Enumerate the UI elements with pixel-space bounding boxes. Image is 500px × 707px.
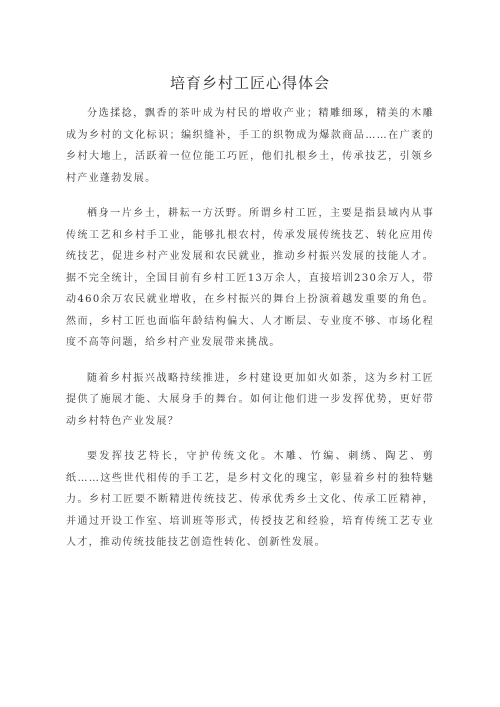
document-body: [66, 103, 434, 568]
paragraph-definition: 栖身一片乡土，耕耘一方沃野。所谓乡村工匠，主要是指县域内从事传统工艺和乡村手工业，能够扎根农村，传承发展传统技艺、转化应用传统技艺，促进乡村产业发展和农民就业，推动乡村振兴发展的技能人才。据不完全统计，全国目前有乡村工匠13万余人，直接培训230余万人，带动460余万农民就业增收，在乡村振兴的舞台上扮演着越发重要的角色。然而，乡村工匠也面临年龄结构偏大、人才断层、专业度不够、市场化程度不高等问题，给乡村产业发展带来挑战。: [66, 208, 434, 348]
paragraph-intro: 分选揉捻，飘香的茶叶成为村民的增收产业；精雕细琢，精美的木雕成为乡村的文化标识；编织缝补，手工的织物成为爆款商品……在广袤的乡村大地上，活跃着一位位能工巧匠，他们扎根乡土，传承技艺，引领乡村产业蓬勃发展。: [66, 108, 434, 184]
paragraph-opportunity: 随着乡村振兴战略持续推进，乡村建设更加如火如荼，这为乡村工匠提供了施展才能、大展身手的舞台。如何让他们进一步发挥优势，更好带动乡村特色产业发展？: [66, 372, 434, 427]
paragraph-tradition: 要发挥技艺特长，守护传统文化。木雕、竹编、刺绣、陶艺、剪纸……这些世代相传的手工艺，是乡村文化的瑰宝，彰显着乡村的独特魅力。乡村工匠要不断精进传统技艺、传承优秀乡土文化、传承工匠精神，并通过开设工作室、培训班等形式，传授技艺和经验，培育传统工艺专业人才，推动传统技能技艺创造性转化、创新性发展。: [66, 451, 434, 548]
document-title: 培育乡村工匠心得体会: [169, 74, 330, 92]
